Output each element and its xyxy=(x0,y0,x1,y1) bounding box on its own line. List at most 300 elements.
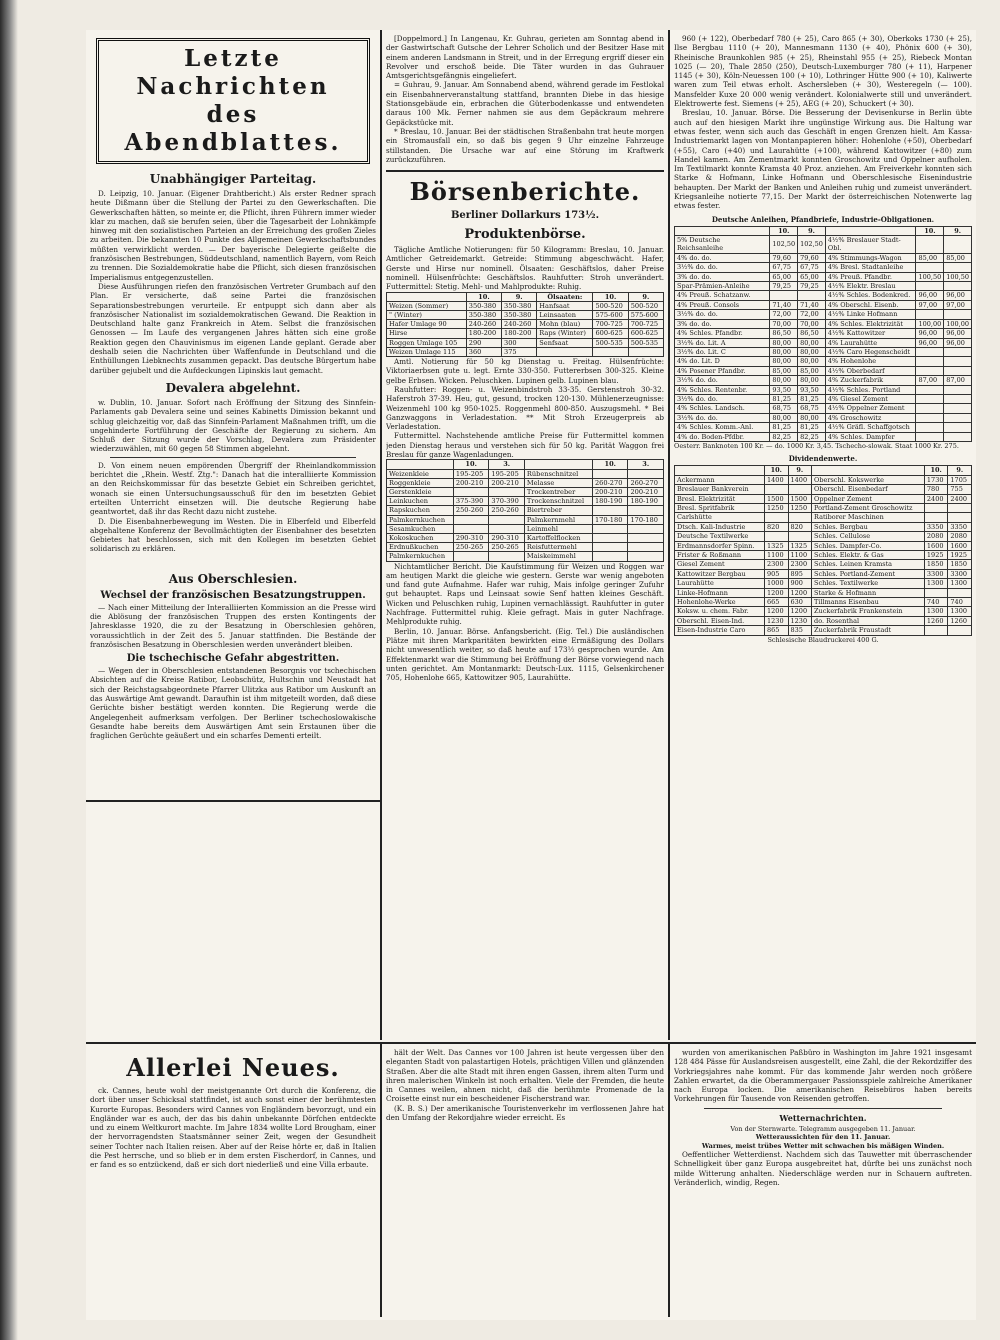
table-cell: 500-535 xyxy=(593,338,628,347)
feed-price-table xyxy=(386,459,664,561)
table-cell: 80,00 xyxy=(798,357,826,366)
table-cell: Frister & Roßmann xyxy=(675,551,765,560)
table-cell: Mohn (blau) xyxy=(537,320,593,329)
table-cell: Oberschl. Eisenbedarf xyxy=(812,485,925,494)
table-cell: Trockentreber xyxy=(524,487,592,496)
table-header-cell xyxy=(387,292,467,301)
table-cell: 290-310 xyxy=(453,533,489,542)
table-cell: 4% Schles. Elektrizität xyxy=(825,319,916,328)
table-cell xyxy=(489,515,525,524)
table-cell: 4½% Linke Hofmann xyxy=(825,310,916,319)
table-cell: Kokoskuchen xyxy=(387,533,454,542)
table-cell: 4% Oberschl. Eisenb. xyxy=(825,300,916,309)
table-cell xyxy=(916,366,944,375)
table-cell xyxy=(916,263,944,272)
table-header-cell xyxy=(524,460,592,469)
article-subheading: Wechsel der französischen Besatzungstruppen. xyxy=(100,589,366,601)
table-header-cell: 10. xyxy=(453,460,489,469)
table-cell xyxy=(944,357,972,366)
table-header-cell: 10. xyxy=(592,460,628,469)
table-row xyxy=(675,291,972,300)
table-cell: Koksw. u. chem. Fabr. xyxy=(675,607,765,616)
bottom-column-3 xyxy=(674,1048,972,1316)
table-row xyxy=(675,385,972,394)
table-cell: 3½% do. Lit. A xyxy=(675,338,770,347)
table-cell: 1500 xyxy=(788,494,812,503)
table-row xyxy=(387,329,664,338)
bottom-column-1 xyxy=(90,1048,376,1316)
table-row xyxy=(675,588,972,597)
table-cell: Rapskuchen xyxy=(387,506,454,515)
table-cell: 93,50 xyxy=(770,385,798,394)
table-cell: Schles. Portland-Zement xyxy=(812,569,925,578)
table-cell xyxy=(924,513,948,522)
table-cell: Biertreber xyxy=(524,506,592,515)
table-header-cell: 9. xyxy=(502,292,537,301)
table-row xyxy=(387,478,664,487)
market-paragraph: Berlin, 10. Januar. Börse. Anfangsbericht. (Eig. Tel.) Die ausländischen Plätze mit ihren Markparitäten bewirkten eine Ermäßigung des Dollars nicht unwesentlich weiter, so daß heute auf 173½ gesprochen wurde. Am Effektenmarkt war die Stimmung bei Eröffnung der Börse vorwiegend nach unten gerichtet. Am Montanmarkt: Deutsch-Lux. 1115, Gelsenkirchener 705, Hohenlohe 665, Kattowitzer 905, Laurahütte. xyxy=(386,626,664,683)
table-cell: 2300 xyxy=(788,560,812,569)
table-cell: 3% do. do. xyxy=(675,272,770,281)
bonds-table xyxy=(674,226,972,442)
table-cell: 1100 xyxy=(765,551,789,560)
table-cell: 87,00 xyxy=(944,376,972,385)
table-cell: Spar-Prämien-Anleihe xyxy=(675,282,770,291)
table-cell: Hohenlohe-Werke xyxy=(675,598,765,607)
column-rule-b1 xyxy=(380,1042,382,1317)
table-cell: 3% do. do. xyxy=(675,319,770,328)
table-cell: 3300 xyxy=(924,569,948,578)
table-cell xyxy=(944,263,972,272)
table-cell xyxy=(916,432,944,441)
table-row xyxy=(675,366,972,375)
market-paragraph: Futtermittel. Nachstehende amtliche Preise für Futtermittel kommen jeden Dienstag heraus und verstehen sich für 50 kg. Parität Waggon frei Breslau für ganze Wagenladungen. xyxy=(386,431,664,460)
table-cell: 71,40 xyxy=(770,300,798,309)
table-cell: Giesel Zement xyxy=(675,560,765,569)
article-paragraph: w. Dublin, 10. Januar. Sofort nach Eröffnung der Sitzung des Sinnfein-Parlaments gab Devalera seine und seines Kabinetts Dimission bekannt und schlug gleichzeitig vor, daß das Sinnfein-Parlament Maßnahmen trifft, um die ungehinderte Fortführung der Geschäfte der Regierung zu sichern. Am Schluß der Sitzung wurde der Vorschlag, Devalera zum Präsidenter wiederzuwählen, mit 60 gegen 58 Stimmen abgelehnt. xyxy=(90,397,376,454)
table-cell xyxy=(765,485,789,494)
table-cell: Senfsaat xyxy=(537,338,593,347)
article-paragraph: Diese Ausführungen riefen den französischen Vertreter Grumbach auf den Plan. Er versicherte, daß seine Partei die französischen Separationsbestrebungen verurteile. Er entpuppt sich dann aber als französischer Nationalist im sozialdemokratischen Gewand. Die Reaktion in Deutschland halte ganz Frankreich in Atem. Selbst die französischen Genossen — Im Laufe des vergangenen Jahres hätten sich eine große Reaktion gegen den Chauvinismus im eigenen Lande geplant. Gerade aber deshalb seien die Nachrichten über Waffenfunde in Deutschland und die Enthüllungen Liebknechts zusammen gepackt. Das deutsche Bürgertum habe darüber gejubelt und die Aufdeckungen Lipinskis laut gemacht. xyxy=(90,281,376,375)
scan-edge-shadow xyxy=(0,0,18,1340)
table-cell: 1325 xyxy=(788,541,812,550)
masthead-line-1: Letzte Nachrichten xyxy=(136,45,330,100)
table-cell: 300 xyxy=(502,338,537,347)
table-row xyxy=(387,311,664,320)
divider xyxy=(386,170,664,172)
table-row xyxy=(675,253,972,262)
table-cell: 350-380 xyxy=(502,311,537,320)
table-cell: 1230 xyxy=(788,616,812,625)
table-cell: 3350 xyxy=(924,522,948,531)
table-cell xyxy=(628,506,664,515)
table-cell xyxy=(798,291,826,300)
table-row xyxy=(675,272,972,281)
table-cell: 350-380 xyxy=(466,311,501,320)
table-cell: 240-260 xyxy=(466,320,501,329)
table-cell: 350-380 xyxy=(466,301,501,310)
table-cell: 755 xyxy=(948,485,972,494)
article-paragraph: hält der Welt. Das Cannes vor 100 Jahren ist heute vergessen über den eleganten Stadt von palastartigen Hotels, prächtigen Villen und glänzenden Straßen. Aber die alte Stadt mit ihren engen Gassen, ihrem alten Turm und ihren malerischen Winkeln ist noch erhalten. Viele der Fremden, die heute in Cannes weilen, ahnen nicht, daß die berühmte Promenade de la Croisette einst nur ein bescheidener Fischerstrand war. xyxy=(386,1048,664,1104)
table-cell: 170-180 xyxy=(592,515,628,524)
table-row xyxy=(675,413,972,422)
table-cell: 1230 xyxy=(765,616,789,625)
table-cell: 4% Preuß. Pfandbr. xyxy=(825,272,916,281)
table-cell: 575-600 xyxy=(628,311,663,320)
table-header-cell: 9. xyxy=(788,466,812,475)
table-cell: Carlshütte xyxy=(675,513,765,522)
table-cell: 1925 xyxy=(948,551,972,560)
market-paragraph: Breslau, 10. Januar. Börse. Die Besserung der Devisenkurse in Berlin übte auch auf den hiesigen Markt ihre ungünstige Wirkung aus. Die Haltung war etwas fester, wenn sich auch das Geschäft in engen Grenzen hielt. Am Kassa-Industriemarkt lagen von Montanpapieren höher: Hohenlohe (+50), Oberbedarf (+55), Caro (+40) und Laurahütte (+100), während Kattowitzer (+80) zum Handel kamen. Am Zementmarkt konnten Groschowitz und Oppelner aufholen. Im Textilmarkt konnte Kramsta 40 Proz. anziehen. Am Freiverkehr konnten sich Starke & Hofmann, Linke Hofmann und Oberschlesische Eisenindustrie behaupten. Der Markt der Banken und Anleihen ruhig und zumeist unverändert. Kriegsanleihe notierte 77,15. Der Markt der österreichischen Notenwerte lag etwas fester. xyxy=(674,108,972,211)
table-header-cell: Ölsaaten: xyxy=(537,292,593,301)
table-cell xyxy=(916,413,944,422)
table-row xyxy=(387,515,664,524)
table-cell: 97,00 xyxy=(916,300,944,309)
table-cell: Raps (Winter) xyxy=(537,329,593,338)
table-cell: Zuckerfabrik Frankenstein xyxy=(812,607,925,616)
table-cell: 600-625 xyxy=(593,329,628,338)
table-cell: 1730 xyxy=(924,475,948,484)
table-cell: Rübenschnitzel xyxy=(524,469,592,478)
divider xyxy=(110,457,356,458)
table-cell: 375 xyxy=(502,347,537,356)
market-paragraph: Amtl. Notierung für 50 kg Dienstag u. Freitag. Hülsenfrüchte: Viktoriaerbsen gute u. legt. Ernte 330-350. Futtererbsen 300-325. Kleine gelbe Erbsen. Wicken. Peluschken. Lupinen gelb. Lupinen blau. xyxy=(386,357,664,385)
table-row xyxy=(387,320,664,329)
table-cell: 102,50 xyxy=(798,236,826,254)
table-cell: 4% Hohenlohe xyxy=(825,357,916,366)
table-cell: 86,50 xyxy=(798,329,826,338)
table-cell: 2400 xyxy=(948,494,972,503)
table-header-cell: 9. xyxy=(948,466,972,475)
table-row xyxy=(675,236,972,254)
table-cell: 86,50 xyxy=(770,329,798,338)
table-cell: Eisen-Industrie Caro xyxy=(675,626,765,635)
grain-price-table xyxy=(386,292,664,357)
table-cell: 79,25 xyxy=(770,282,798,291)
table-cell: 1600 xyxy=(924,541,948,550)
table-cell: 82,25 xyxy=(798,432,826,441)
table-cell: 180-190 xyxy=(592,497,628,506)
table-cell: 102,50 xyxy=(770,236,798,254)
dividend-table xyxy=(674,465,972,635)
table-cell: 1000 xyxy=(765,579,789,588)
table-cell: Dtsch. Kali-Industrie xyxy=(675,522,765,531)
table-cell: Palmkernkuchen xyxy=(387,552,454,561)
section-heading-boerse: Börsenberichte. xyxy=(409,177,641,207)
table-cell: 2080 xyxy=(948,532,972,541)
table-cell: 3½% do. do. xyxy=(675,310,770,319)
section-heading-allerlei: Allerlei Neues. xyxy=(126,1053,340,1082)
table-header-cell xyxy=(825,226,916,235)
table-cell: Weizen Umlage 115 xyxy=(387,347,467,356)
table-cell xyxy=(770,291,798,300)
table-cell: 905 xyxy=(765,569,789,578)
table-cell: 3300 xyxy=(948,569,972,578)
table-cell xyxy=(944,394,972,403)
table-cell xyxy=(628,552,664,561)
table-cell: 200-210 xyxy=(628,487,664,496)
table-cell: 290 xyxy=(466,338,501,347)
table-cell xyxy=(788,532,812,541)
table-cell: 87,00 xyxy=(916,376,944,385)
table-cell xyxy=(592,524,628,533)
table-cell: " (Winter) xyxy=(387,311,467,320)
table-cell: 575-600 xyxy=(593,311,628,320)
table-header-cell xyxy=(812,466,925,475)
table-cell: 81,25 xyxy=(770,423,798,432)
table-title: Dividendenwerte. xyxy=(788,454,858,464)
table-row xyxy=(387,338,664,347)
table-row xyxy=(675,579,972,588)
table-cell xyxy=(944,282,972,291)
market-paragraph: Rauhfutter: Roggen- u. Weizenbindstroh 33-35. Gerstenstroh 30-32. Haferstroh 37-39. Heu, gut, gesund, trocken 120-130. Mühlenerzeugnisse: Weizenmehl 100 kg 950-1025. Roggenmehl 800-850. Auszugsmehl. * Bei Ganzwaggons in Verladestation. ** Mit Stroh Erzeugerpreis ab Verladestation. xyxy=(386,384,664,432)
table-cell xyxy=(453,487,489,496)
table-cell: 180-190 xyxy=(628,497,664,506)
table-cell: Schles. Dampfer-Co. xyxy=(812,541,925,550)
table-cell xyxy=(453,524,489,533)
table-cell: 2300 xyxy=(765,560,789,569)
table-cell: Leinsaaten xyxy=(537,311,593,320)
table-cell: 835 xyxy=(788,626,812,635)
table-cell: 500-535 xyxy=(628,338,663,347)
table-cell xyxy=(628,533,664,542)
table-cell: 80,00 xyxy=(770,357,798,366)
table-cell: 4% Schles. Pfandbr. xyxy=(675,329,770,338)
table-cell: 96,00 xyxy=(944,338,972,347)
table-header-cell: 10. xyxy=(770,226,798,235)
table-row xyxy=(675,541,972,550)
table-cell: 67,75 xyxy=(798,263,826,272)
table-cell: 250-260 xyxy=(489,506,525,515)
table-cell: 4% do. Boden-Pfdbr. xyxy=(675,432,770,441)
table-cell xyxy=(628,524,664,533)
table-cell xyxy=(592,543,628,552)
table-cell: 630 xyxy=(788,598,812,607)
weather-paragraph: Oeffentlicher Wetterdienst. Nachdem sich das Tauwetter mit überraschender Schnelligkeit über ganz Europa ausgebreitet hat, dürfte bei uns zunächst noch milde Witterung anhalten. Niederschläge werden nur in Schauern auftreten. Veränderlich, windig, Regen. xyxy=(674,1150,972,1187)
table-cell xyxy=(948,626,972,635)
table-cell: Breslauer Bankverein xyxy=(675,485,765,494)
table-cell xyxy=(765,532,789,541)
table-cell: 1200 xyxy=(765,588,789,597)
table-cell: 4½% Schles. Portland xyxy=(825,385,916,394)
table-row xyxy=(675,475,972,484)
table-cell xyxy=(765,513,789,522)
table-cell: Zuckerfabrik Fraustadt xyxy=(812,626,925,635)
table-cell: 4% Preuß. Schatzanw. xyxy=(675,291,770,300)
table-cell: 865 xyxy=(765,626,789,635)
table-cell: 80,00 xyxy=(770,338,798,347)
table-row xyxy=(675,513,972,522)
table-cell: Ratiborer Maschinen xyxy=(812,513,925,522)
table-row xyxy=(675,310,972,319)
table-cell: 4% Schles. Dampfer xyxy=(825,432,916,441)
table-cell: 600-625 xyxy=(628,329,663,338)
table-cell: 1705 xyxy=(948,475,972,484)
table-cell: Schles. Textilwerke xyxy=(812,579,925,588)
table-cell: Roggen Umlage 105 xyxy=(387,338,467,347)
table-cell: Melasse xyxy=(524,478,592,487)
table-cell: 72,00 xyxy=(770,310,798,319)
table-row xyxy=(675,282,972,291)
table-cell: Maiskeimmehl xyxy=(524,552,592,561)
table-cell: 80,00 xyxy=(798,376,826,385)
table-cell: Bresl. Spritfabrik xyxy=(675,504,765,513)
table-row xyxy=(675,357,972,366)
table-cell: 665 xyxy=(765,598,789,607)
article-heading: Unabhängiger Parteitag. xyxy=(149,172,317,186)
column-rule-1 xyxy=(380,30,382,1040)
table-cell: 68,75 xyxy=(770,404,798,413)
table-row xyxy=(387,469,664,478)
table-cell xyxy=(489,487,525,496)
table-cell: 375-390 xyxy=(453,497,489,506)
table-cell: 1850 xyxy=(924,560,948,569)
table-cell: 250-260 xyxy=(453,506,489,515)
table-cell: 65,00 xyxy=(798,272,826,281)
table-footnote: Schlesische Blaudruckerei 400 G. xyxy=(767,635,879,644)
table-cell: Schles. Cellulose xyxy=(812,532,925,541)
table-cell xyxy=(628,469,664,478)
table-cell xyxy=(916,310,944,319)
table-cell: 250-265 xyxy=(489,543,525,552)
table-cell: Erdnußkuchen xyxy=(387,543,454,552)
table-cell: 4½% Elektr. Breslau xyxy=(825,282,916,291)
table-cell: Weizen (Sommer) xyxy=(387,301,467,310)
table-cell: 3½% do. do. xyxy=(675,376,770,385)
table-cell: Kartoffelflocken xyxy=(524,533,592,542)
table-cell xyxy=(916,357,944,366)
table-cell: Weizenkleie xyxy=(387,469,454,478)
table-cell: 85,00 xyxy=(944,253,972,262)
table-cell: 820 xyxy=(788,522,812,531)
table-cell: 85,00 xyxy=(798,366,826,375)
table-cell: 700-725 xyxy=(628,320,663,329)
table-cell: 4% Zuckerfabrik xyxy=(825,376,916,385)
table-cell: 4% Groschowitz xyxy=(825,413,916,422)
table-cell: 4% Laurahütte xyxy=(825,338,916,347)
table-cell: 79,25 xyxy=(798,282,826,291)
table-cell: 96,00 xyxy=(944,291,972,300)
table-cell: 195-205 xyxy=(453,469,489,478)
table-cell: 80,00 xyxy=(770,347,798,356)
table-cell: 200-210 xyxy=(592,487,628,496)
table-row xyxy=(675,569,972,578)
table-cell: 290-310 xyxy=(489,533,525,542)
article-paragraph: — Nach einer Mitteilung der Interalliierten Kommission an die Presse wird die Ablösung der französischen Truppen des ersten Kontingents der Jahresklasse 1920, die zu der Besatzung in Oberschlesien gehören, voraussichtlich in der Zeit des 5. Januar stattfinden. Die Bestände der französischen Besatzung in Oberschlesien werden unverändert bleiben. xyxy=(90,602,376,649)
table-cell: 1250 xyxy=(765,504,789,513)
table-cell xyxy=(944,432,972,441)
table-row xyxy=(387,552,664,561)
article-paragraph: D. Die Eisenbahnerbewegung im Westen. Die in Elberfeld und Elberfeld abgehaltene Konferenz der Bevollmächtigten der Eisenbahner des besetzten Gebietes hat beschlossen, sich mit den Kollegen im besetzten Gebiet solidarisch zu erklären. xyxy=(90,516,376,554)
table-cell: 740 xyxy=(948,598,972,607)
table-cell: 895 xyxy=(788,569,812,578)
table-cell: 740 xyxy=(924,598,948,607)
table-row xyxy=(675,522,972,531)
table-cell: 4½% Oppelner Zement xyxy=(825,404,916,413)
table-cell: 1200 xyxy=(788,588,812,597)
table-cell xyxy=(944,236,972,254)
table-cell: Leinmehl xyxy=(524,524,592,533)
table-cell: 81,25 xyxy=(798,394,826,403)
table-row xyxy=(675,423,972,432)
dollar-rate: Berliner Dollarkurs 173½. xyxy=(450,210,600,222)
column-rule-2 xyxy=(668,30,670,1040)
article-heading: Devalera abgelehnt. xyxy=(165,380,301,395)
table-header-cell xyxy=(675,226,770,235)
table-row xyxy=(675,347,972,356)
weather-subtitle: Von der Sternwarte. Telegramm ausgegeben 11. Januar. xyxy=(730,1124,916,1133)
table-row xyxy=(675,300,972,309)
table-cell: 1600 xyxy=(948,541,972,550)
table-cell: 1500 xyxy=(765,494,789,503)
table-cell xyxy=(788,513,812,522)
table-row xyxy=(675,394,972,403)
table-cell: Kattowitzer Bergbau xyxy=(675,569,765,578)
article-paragraph: — Wegen der in Oberschlesien entstandenen Besorgnis vor tschechischen Absichten auf die Kreise Ratibor, Leobschütz, Hultschin und Neustadt hat sich der Reichstagsabgeordnete Pfarrer Ulitzka aus Ratibor um Auskunft an das Auswärtige Amt gewandt. Daraufhin ist ihm mitgeteilt worden, daß diese Gerüchte bisher bestätigt werden konnten. Die Regierung werde die Angelegenheit aufmerksam verfolgen. Der Berliner tschechoslowakische Gesandte habe bereits dem Auswärtigen Amt sein Erstaunen über die fraglichen Gerüchte geäußert und ein scharfes Dementi erteilt. xyxy=(90,666,376,741)
table-cell: 100,00 xyxy=(916,319,944,328)
table-cell: 3350 xyxy=(948,522,972,531)
table-cell xyxy=(948,504,972,513)
table-cell: 4% Schles. Landsch. xyxy=(675,404,770,413)
table-cell: 4% Posener Pfandbr. xyxy=(675,366,770,375)
table-cell: 370-390 xyxy=(489,497,525,506)
table-cell: 97,00 xyxy=(944,300,972,309)
table-cell xyxy=(592,533,628,542)
table-header-cell xyxy=(675,466,765,475)
table-cell: 80,00 xyxy=(798,338,826,347)
table-cell: 3½% do. do. xyxy=(675,413,770,422)
newspaper-page xyxy=(86,30,976,1320)
table-cell: 4½% Breslauer Stadt-Obl. xyxy=(825,236,916,254)
table-cell: 4½% Caro Hegenscheidt xyxy=(825,347,916,356)
table-cell: 200-210 xyxy=(453,478,489,487)
table-header-cell: 10. xyxy=(593,292,628,301)
table-cell xyxy=(924,504,948,513)
table-cell: 1400 xyxy=(765,475,789,484)
table-cell xyxy=(453,552,489,561)
table-cell: 360 xyxy=(466,347,501,356)
table-cell xyxy=(537,347,593,356)
table-cell: Trockenschnitzel xyxy=(524,497,592,506)
masthead-line-2: des Abendblattes. xyxy=(124,101,342,156)
table-cell: Schles. Leinen Kramsta xyxy=(812,560,925,569)
column-2 xyxy=(386,34,664,1039)
table-cell: Gerstenkleie xyxy=(387,487,454,496)
table-cell: 79,60 xyxy=(798,253,826,262)
table-row xyxy=(675,319,972,328)
table-row xyxy=(675,598,972,607)
table-row xyxy=(675,626,972,635)
column-3 xyxy=(674,34,972,1039)
table-cell: Starke & Hofmann xyxy=(812,588,925,597)
table-cell: 820 xyxy=(765,522,789,531)
table-header-cell xyxy=(387,460,454,469)
table-cell xyxy=(944,366,972,375)
table-cell xyxy=(593,347,628,356)
table-cell: Deutsche Textilwerke xyxy=(675,532,765,541)
table-cell: 4% Schles. Komm.-Anl. xyxy=(675,423,770,432)
table-cell: 500-520 xyxy=(628,301,663,310)
table-cell: 4½% Schles. Bodenkred. xyxy=(825,291,916,300)
table-cell xyxy=(916,423,944,432)
table-cell: 5% Deutsche Reichsanleihe xyxy=(675,236,770,254)
table-cell: 1200 xyxy=(788,607,812,616)
table-cell xyxy=(948,513,972,522)
table-cell xyxy=(916,385,944,394)
article-subheading: Die tschechische Gefahr abgestritten. xyxy=(126,653,340,665)
table-cell: 68,75 xyxy=(798,404,826,413)
table-cell: 96,00 xyxy=(916,329,944,338)
